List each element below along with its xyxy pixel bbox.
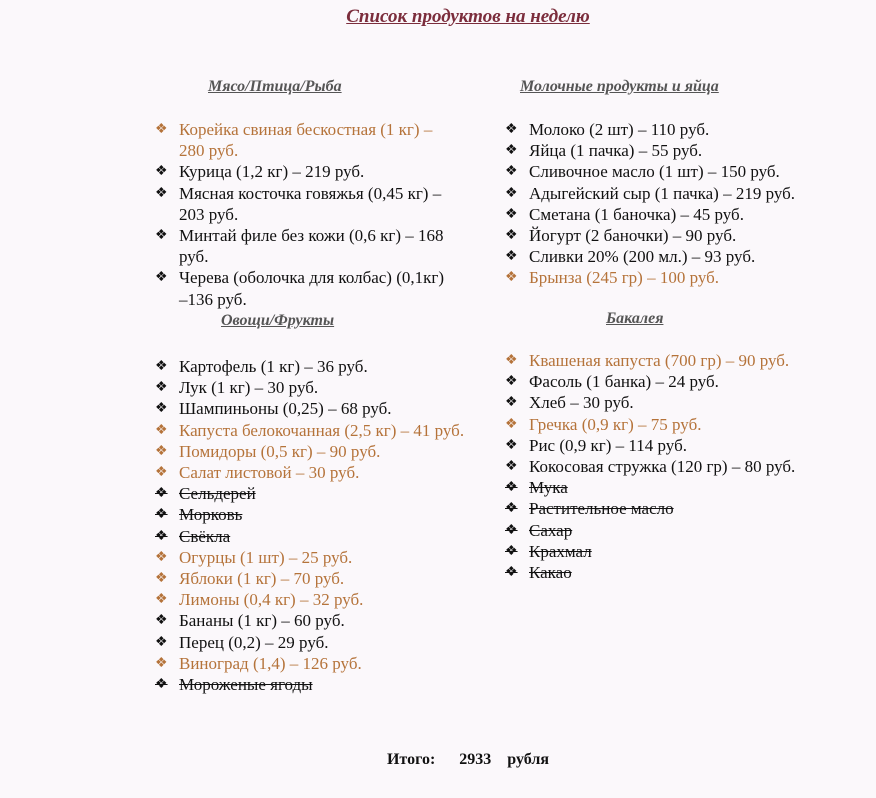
- item-text: Сливочное масло (1 шт) – 150 руб.: [529, 162, 780, 182]
- list-meat: [155, 119, 455, 310]
- item-text: Виноград (1,4) – 126 руб.: [179, 653, 362, 673]
- list-item: [505, 225, 811, 246]
- item-text: Морковь: [179, 505, 243, 525]
- item-text: Сливки 20% (200 мл.) – 93 руб.: [529, 247, 756, 267]
- heading-grocery: Бакалея: [606, 310, 664, 327]
- list-item: [505, 371, 811, 392]
- list-item: [505, 456, 811, 477]
- diamond-bullet-icon: ❖: [505, 437, 518, 453]
- item-text: Капуста белокочанная (2,5 кг) – 41 руб.: [179, 420, 465, 440]
- diamond-bullet-icon: ❖: [155, 359, 168, 374]
- list-item: [155, 356, 465, 377]
- item-text: Фасоль (1 банка) – 24 руб.: [529, 372, 719, 392]
- list-item: [155, 377, 465, 398]
- item-text: Лимоны (0,4 кг) – 32 руб.: [179, 590, 364, 610]
- heading-dairy: Молочные продукты и яйца: [520, 78, 719, 95]
- list-item: [155, 610, 465, 631]
- list-item: [505, 267, 811, 288]
- list-item: [155, 420, 465, 441]
- item-text: Помидоры (0,5 кг) – 90 руб.: [179, 441, 381, 461]
- item-text: Перец (0,2) – 29 руб.: [179, 632, 329, 652]
- list-item: [505, 541, 811, 562]
- item-text: Сметана (1 баночка) – 45 руб.: [529, 204, 744, 224]
- diamond-bullet-icon: ❖: [505, 353, 518, 368]
- diamond-bullet-icon: ❖: [155, 185, 168, 201]
- diamond-bullet-icon: ❖: [505, 206, 518, 222]
- diamond-bullet-icon: ❖: [155, 164, 168, 180]
- item-text: Йогурт (2 баночки) – 90 руб.: [529, 226, 737, 246]
- diamond-bullet-icon: ❖: [505, 459, 518, 475]
- diamond-bullet-icon: ❖: [155, 486, 168, 502]
- list-item: [505, 119, 811, 140]
- list-item: [155, 483, 465, 504]
- item-text: Салат листовой – 30 руб.: [179, 463, 360, 483]
- list-item: [505, 520, 811, 541]
- list-item: [155, 568, 465, 589]
- diamond-bullet-icon: ❖: [505, 395, 518, 411]
- item-text: Огурцы (1 шт) – 25 руб.: [179, 547, 353, 567]
- item-text: Кокосовая стружка (120 гр) – 80 руб.: [529, 457, 796, 477]
- list-item: [155, 526, 465, 547]
- list-item: [155, 441, 465, 462]
- diamond-bullet-icon: ❖: [505, 416, 518, 432]
- heading-meat: Мясо/Птица/Рыба: [208, 78, 342, 95]
- item-text: Молоко (2 шт) – 110 руб.: [529, 120, 710, 139]
- item-text: Черева (оболочка для колбас) (0,1кг) –136 руб.: [179, 268, 445, 309]
- total-unit: рубля: [507, 751, 549, 768]
- diamond-bullet-icon: ❖: [155, 122, 168, 137]
- list-item: [155, 398, 465, 419]
- heading-vegetables: Овощи/Фрукты: [221, 312, 335, 329]
- list-item: [155, 632, 465, 653]
- diamond-bullet-icon: ❖: [505, 228, 518, 244]
- list-item: [155, 589, 465, 610]
- diamond-bullet-icon: ❖: [505, 565, 518, 581]
- item-text: Корейка свиная бескостная (1 кг) – 280 руб.: [179, 120, 433, 161]
- diamond-bullet-icon: ❖: [505, 249, 518, 265]
- diamond-bullet-icon: ❖: [505, 270, 518, 286]
- item-text: Курица (1,2 кг) – 219 руб.: [179, 162, 365, 182]
- list-item: [505, 204, 811, 225]
- item-text: Хлеб – 30 руб.: [529, 393, 634, 413]
- diamond-bullet-icon: ❖: [155, 677, 168, 693]
- item-text: Квашеная капуста (700 гр) – 90 руб.: [529, 351, 790, 370]
- list-grocery: [505, 350, 811, 583]
- list-item: [155, 267, 455, 309]
- list-item: [155, 504, 465, 525]
- diamond-bullet-icon: ❖: [155, 465, 168, 481]
- diamond-bullet-icon: ❖: [155, 634, 168, 650]
- diamond-bullet-icon: ❖: [155, 422, 168, 438]
- diamond-bullet-icon: ❖: [505, 480, 518, 496]
- list-item: [155, 547, 465, 568]
- list-item: [155, 183, 455, 225]
- item-text: Брынза (245 гр) – 100 руб.: [529, 268, 720, 288]
- list-item: [155, 119, 455, 161]
- total-value: 2933: [459, 751, 492, 768]
- diamond-bullet-icon: ❖: [505, 522, 518, 538]
- diamond-bullet-icon: ❖: [155, 571, 168, 587]
- diamond-bullet-icon: ❖: [505, 122, 518, 137]
- list-item: [505, 414, 811, 435]
- list-item: [155, 462, 465, 483]
- diamond-bullet-icon: ❖: [505, 543, 518, 559]
- list-item: [505, 435, 811, 456]
- diamond-bullet-icon: ❖: [155, 613, 168, 629]
- list-item: [505, 350, 811, 371]
- list-vegetables: [155, 356, 465, 695]
- diamond-bullet-icon: ❖: [155, 443, 168, 459]
- item-text: Яблоки (1 кг) – 70 руб.: [179, 569, 345, 589]
- item-text: Рис (0,9 кг) – 114 руб.: [529, 435, 687, 455]
- list-item: [155, 653, 465, 674]
- diamond-bullet-icon: ❖: [155, 228, 168, 244]
- diamond-bullet-icon: ❖: [505, 143, 518, 159]
- list-item: [155, 225, 455, 267]
- total-label: Итого:: [386, 751, 436, 768]
- diamond-bullet-icon: ❖: [505, 185, 518, 201]
- list-item: [505, 477, 811, 498]
- diamond-bullet-icon: ❖: [505, 164, 518, 180]
- item-text: Какао: [529, 563, 572, 583]
- item-text: Лук (1 кг) – 30 руб.: [179, 378, 319, 398]
- item-text: Свёкла: [179, 526, 231, 546]
- list-item: [505, 161, 811, 182]
- item-text: Крахмал: [529, 541, 592, 561]
- diamond-bullet-icon: ❖: [155, 592, 168, 608]
- item-text: Мясная косточка говяжья (0,45 кг) – 203 руб.: [179, 183, 442, 224]
- diamond-bullet-icon: ❖: [155, 507, 168, 523]
- list-dairy: [505, 119, 811, 289]
- item-text: Растительное масло: [529, 499, 674, 519]
- item-text: Мороженые ягоды: [179, 675, 313, 695]
- item-text: Мука: [529, 478, 568, 498]
- item-text: Сахар: [529, 520, 573, 540]
- diamond-bullet-icon: ❖: [155, 655, 168, 671]
- item-text: Бананы (1 кг) – 60 руб.: [179, 611, 345, 631]
- page-title: Список продуктов на неделю: [346, 6, 590, 27]
- list-item: [155, 161, 455, 182]
- list-item: [505, 392, 811, 413]
- item-text: Минтай филе без кожи (0,6 кг) – 168 руб.: [179, 226, 444, 267]
- list-item: [505, 183, 811, 204]
- item-text: Картофель (1 кг) – 36 руб.: [179, 357, 368, 376]
- diamond-bullet-icon: ❖: [155, 401, 168, 417]
- item-text: Шампиньоны (0,25) – 68 руб.: [179, 399, 392, 419]
- item-text: Гречка (0,9 кг) – 75 руб.: [529, 414, 702, 434]
- list-item: [505, 246, 811, 267]
- list-item: [505, 498, 811, 519]
- diamond-bullet-icon: ❖: [505, 374, 518, 390]
- item-text: Адыгейский сыр (1 пачка) – 219 руб.: [529, 183, 796, 203]
- diamond-bullet-icon: ❖: [155, 270, 168, 286]
- diamond-bullet-icon: ❖: [505, 501, 518, 517]
- list-item: [505, 562, 811, 583]
- item-text: Яйца (1 пачка) – 55 руб.: [529, 141, 703, 161]
- list-item: [155, 674, 465, 695]
- item-text: Сельдерей: [179, 484, 256, 504]
- total-line: [0, 751, 876, 769]
- list-item: [505, 140, 811, 161]
- diamond-bullet-icon: ❖: [155, 380, 168, 396]
- diamond-bullet-icon: ❖: [155, 549, 168, 565]
- diamond-bullet-icon: ❖: [155, 528, 168, 544]
